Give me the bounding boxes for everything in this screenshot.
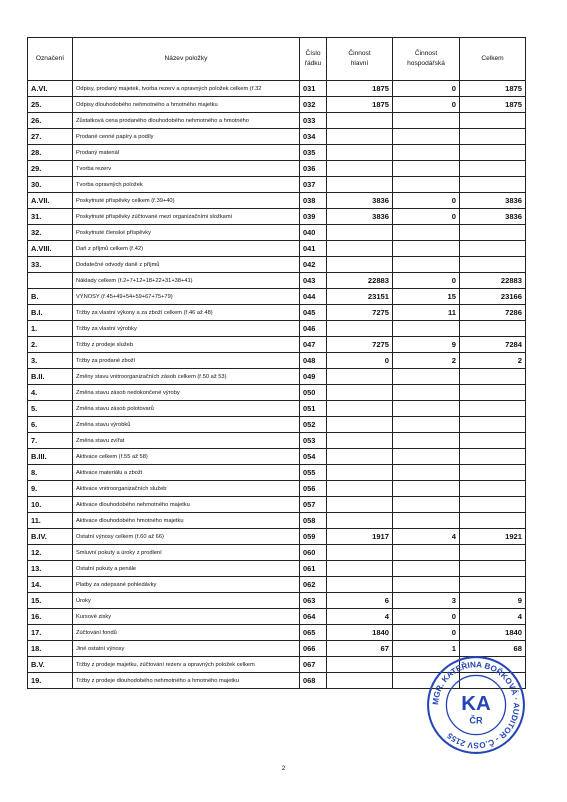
cell-row: 052	[300, 417, 327, 433]
cell-econ	[393, 129, 460, 145]
cell-main	[327, 465, 393, 481]
cell-row: 044	[300, 289, 327, 305]
cell-main: 6	[327, 593, 393, 609]
cell-econ: 9	[393, 337, 460, 353]
cell-econ	[393, 513, 460, 529]
cell-code: B.IV.	[28, 529, 73, 545]
header-name: Název položky	[73, 38, 300, 81]
table-row	[28, 113, 526, 129]
cell-econ: 11	[393, 305, 460, 321]
stamp-ring-text: MGR. KATEŘINA BOŘKOVÁ · AUDITOR - Č.OSV 2155	[431, 660, 521, 750]
table-row	[28, 465, 526, 481]
table-row	[28, 481, 526, 497]
cell-name: Ostatní pokuty a penále	[73, 561, 300, 577]
table-row	[28, 161, 526, 177]
table-row	[28, 401, 526, 417]
cell-econ	[393, 113, 460, 129]
cell-name: Jiné ostatní výnosy	[73, 641, 300, 657]
cell-main: 3836	[327, 193, 393, 209]
cell-main: 3836	[327, 209, 393, 225]
cell-name: Zůstatková cena prodaného dlouhodobého nehmotného a hmotného	[73, 113, 300, 129]
cell-econ	[393, 225, 460, 241]
cell-total	[460, 321, 526, 337]
cell-row: 042	[300, 257, 327, 273]
cell-total: 23166	[460, 289, 526, 305]
table-row	[28, 433, 526, 449]
cell-main: 22883	[327, 273, 393, 289]
cell-name: Kursové zisky	[73, 609, 300, 625]
cell-name: Tvorba opravných položek	[73, 177, 300, 193]
cell-code: 15.	[28, 593, 73, 609]
cell-row: 060	[300, 545, 327, 561]
cell-total	[460, 401, 526, 417]
table-row	[28, 241, 526, 257]
cell-main	[327, 481, 393, 497]
cell-econ: 0	[393, 625, 460, 641]
cell-total	[460, 561, 526, 577]
cell-row: 058	[300, 513, 327, 529]
cell-total: 7286	[460, 305, 526, 321]
cell-main	[327, 161, 393, 177]
table-row	[28, 593, 526, 609]
cell-total: 3836	[460, 209, 526, 225]
cell-row: 040	[300, 225, 327, 241]
table-body	[28, 81, 526, 689]
cell-code: B.II.	[28, 369, 73, 385]
cell-total	[460, 481, 526, 497]
cell-code: 3.	[28, 353, 73, 369]
table-row	[28, 273, 526, 289]
cell-name: Tržby za prodané zboží	[73, 353, 300, 369]
cell-main	[327, 577, 393, 593]
cell-row: 047	[300, 337, 327, 353]
cell-econ: 1	[393, 641, 460, 657]
cell-name: Poskytnuté příspěvky zúčtované mezi organizačními složkami	[73, 209, 300, 225]
cell-main: 1875	[327, 97, 393, 113]
cell-code: 9.	[28, 481, 73, 497]
table-row	[28, 337, 526, 353]
cell-name: Změna stavu výrobků	[73, 417, 300, 433]
header-code: Označení	[28, 38, 73, 81]
cell-row: 050	[300, 385, 327, 401]
cell-row: 043	[300, 273, 327, 289]
cell-code: B.V.	[28, 657, 73, 673]
table-row	[28, 513, 526, 529]
cell-name: Daň z příjmů celkem (ř.42)	[73, 241, 300, 257]
cell-code	[28, 273, 73, 289]
header-total: Celkem	[460, 38, 526, 81]
cell-name: Aktivace dlouhodobého hmotného majetku	[73, 513, 300, 529]
cell-econ: 4	[393, 529, 460, 545]
cell-code: 31.	[28, 209, 73, 225]
cell-main	[327, 177, 393, 193]
cell-total: 9	[460, 593, 526, 609]
table-header-row	[28, 38, 526, 81]
cell-econ	[393, 497, 460, 513]
cell-total	[460, 465, 526, 481]
cell-main	[327, 145, 393, 161]
cell-name: Aktivace materiálu a zboží	[73, 465, 300, 481]
cell-code: 8.	[28, 465, 73, 481]
page-number: 2	[281, 765, 286, 772]
cell-econ	[393, 241, 460, 257]
cell-row: 036	[300, 161, 327, 177]
cell-total	[460, 145, 526, 161]
cell-econ	[393, 449, 460, 465]
cell-econ: 0	[393, 97, 460, 113]
cell-code: 13.	[28, 561, 73, 577]
cell-main	[327, 369, 393, 385]
cell-main: 1840	[327, 625, 393, 641]
cell-total	[460, 257, 526, 273]
cell-row: 048	[300, 353, 327, 369]
cell-econ	[393, 161, 460, 177]
cell-econ: 0	[393, 609, 460, 625]
stamp-logo-text: KA	[461, 693, 491, 716]
cell-name: Poskytnuté členské příspěvky	[73, 225, 300, 241]
cell-main: 1875	[327, 81, 393, 97]
table-row	[28, 385, 526, 401]
cell-name: Aktivace celkem (ř.55 až 58)	[73, 449, 300, 465]
cell-name: Odpisy, prodaný majetek, tvorba rezerv a opravných položek celkem (ř.32	[73, 81, 300, 97]
cell-econ: 0	[393, 193, 460, 209]
table-row	[28, 177, 526, 193]
cell-code: 19.	[28, 673, 73, 689]
cell-name: Úroky	[73, 593, 300, 609]
cell-main	[327, 449, 393, 465]
cell-code: 4.	[28, 385, 73, 401]
cell-name: Odpisy dlouhodobého nehmotného a hmotného majetku	[73, 97, 300, 113]
income-statement-table	[27, 37, 526, 689]
cell-total: 1840	[460, 625, 526, 641]
cell-row: 055	[300, 465, 327, 481]
cell-name: Změna stavu zásob polotovarů	[73, 401, 300, 417]
cell-name: Změna stavu zvířat	[73, 433, 300, 449]
header-main-activity: Činnost hlavní	[327, 38, 393, 81]
cell-name: Zúčtování fondů	[73, 625, 300, 641]
cell-main: 23151	[327, 289, 393, 305]
cell-row: 059	[300, 529, 327, 545]
cell-total: 1921	[460, 529, 526, 545]
table-row	[28, 609, 526, 625]
cell-name: Tržby za vlastní výkony a za zboží celkem (ř.46 až 48)	[73, 305, 300, 321]
cell-code: 16.	[28, 609, 73, 625]
cell-main	[327, 113, 393, 129]
cell-econ	[393, 577, 460, 593]
cell-total	[460, 449, 526, 465]
table-row	[28, 561, 526, 577]
cell-main	[327, 545, 393, 561]
table-row	[28, 353, 526, 369]
cell-econ	[393, 385, 460, 401]
cell-name: Ostatní výnosy celkem (ř.60 až 66)	[73, 529, 300, 545]
cell-row: 056	[300, 481, 327, 497]
cell-name: Tvorba rezerv	[73, 161, 300, 177]
cell-econ	[393, 481, 460, 497]
cell-row: 035	[300, 145, 327, 161]
header-economic-activity: Činnost hospodářská	[393, 38, 460, 81]
table-row	[28, 289, 526, 305]
header-row-number: Číslo řádku	[300, 38, 327, 81]
cell-main	[327, 129, 393, 145]
cell-row: 064	[300, 609, 327, 625]
cell-row: 067	[300, 657, 327, 673]
table-row	[28, 129, 526, 145]
cell-name: Změny stavu vnitroorganizačních zásob celkem (ř.50 až 53)	[73, 369, 300, 385]
cell-code: 12.	[28, 545, 73, 561]
cell-code: A.VI.	[28, 81, 73, 97]
table-row	[28, 625, 526, 641]
table-row	[28, 81, 526, 97]
cell-name: Poskytnuté příspěvky celkem (ř.39+40)	[73, 193, 300, 209]
cell-main	[327, 497, 393, 513]
cell-row: 063	[300, 593, 327, 609]
cell-code: 29.	[28, 161, 73, 177]
cell-main	[327, 225, 393, 241]
cell-row: 061	[300, 561, 327, 577]
cell-code: 14.	[28, 577, 73, 593]
cell-econ	[393, 321, 460, 337]
cell-name: Změna stavu zásob nedokončené výroby	[73, 385, 300, 401]
table-row	[28, 225, 526, 241]
cell-econ	[393, 433, 460, 449]
cell-name: VÝNOSY (ř.45+49+54+59+67+75+79)	[73, 289, 300, 305]
cell-name: Platby za odepsané pohledávky	[73, 577, 300, 593]
cell-row: 068	[300, 673, 327, 689]
cell-row: 041	[300, 241, 327, 257]
cell-code: 27.	[28, 129, 73, 145]
cell-main	[327, 321, 393, 337]
cell-name: Náklady celkem (ř.2+7+12+18+22+31+38+41)	[73, 273, 300, 289]
cell-total: 68	[460, 641, 526, 657]
cell-main	[327, 257, 393, 273]
cell-row: 045	[300, 305, 327, 321]
cell-econ: 0	[393, 273, 460, 289]
cell-econ	[393, 545, 460, 561]
cell-row: 062	[300, 577, 327, 593]
cell-total	[460, 577, 526, 593]
cell-code: B.III.	[28, 449, 73, 465]
cell-total	[460, 513, 526, 529]
cell-total: 4	[460, 609, 526, 625]
cell-code: A.VII.	[28, 193, 73, 209]
table-row	[28, 369, 526, 385]
cell-main	[327, 433, 393, 449]
cell-econ: 15	[393, 289, 460, 305]
cell-total	[460, 161, 526, 177]
table-row	[28, 545, 526, 561]
table-row	[28, 193, 526, 209]
cell-row: 054	[300, 449, 327, 465]
table-row	[28, 97, 526, 113]
cell-name: Aktivace vnitroorganizačních služeb	[73, 481, 300, 497]
cell-main	[327, 513, 393, 529]
cell-code: 17.	[28, 625, 73, 641]
cell-main: 0	[327, 353, 393, 369]
cell-econ	[393, 401, 460, 417]
cell-total: 1875	[460, 81, 526, 97]
cell-total	[460, 497, 526, 513]
cell-name: Prodané cenné papíry a podíly	[73, 129, 300, 145]
cell-total: 3836	[460, 193, 526, 209]
cell-code: 26.	[28, 113, 73, 129]
cell-row: 038	[300, 193, 327, 209]
cell-econ	[393, 465, 460, 481]
cell-total	[460, 369, 526, 385]
cell-main	[327, 561, 393, 577]
cell-name: Aktivace dlouhodobého nehmotného majetku	[73, 497, 300, 513]
cell-name: Tržby za vlastní výrobky	[73, 321, 300, 337]
table-row	[28, 209, 526, 225]
stamp-logo-sub: ČR	[469, 715, 483, 726]
cell-code: 7.	[28, 433, 73, 449]
cell-row: 032	[300, 97, 327, 113]
table-row	[28, 449, 526, 465]
cell-main: 7275	[327, 337, 393, 353]
cell-code: B.I.	[28, 305, 73, 321]
table-row	[28, 417, 526, 433]
cell-row: 049	[300, 369, 327, 385]
table-row	[28, 497, 526, 513]
cell-total	[460, 545, 526, 561]
cell-main	[327, 385, 393, 401]
cell-row: 046	[300, 321, 327, 337]
cell-econ: 0	[393, 209, 460, 225]
cell-econ	[393, 177, 460, 193]
cell-code: 18.	[28, 641, 73, 657]
cell-econ	[393, 561, 460, 577]
table-row	[28, 305, 526, 321]
cell-total	[460, 241, 526, 257]
cell-name: Prodaný materiál	[73, 145, 300, 161]
table-row	[28, 145, 526, 161]
cell-total: 2	[460, 353, 526, 369]
auditor-stamp	[425, 654, 527, 756]
cell-total	[460, 225, 526, 241]
cell-total	[460, 113, 526, 129]
cell-code: 32.	[28, 225, 73, 241]
cell-total: 7284	[460, 337, 526, 353]
cell-main	[327, 417, 393, 433]
cell-name: Tržby z prodeje dlouhodobého nehmotného a hmotného majetku	[73, 673, 300, 689]
table-row	[28, 577, 526, 593]
cell-row: 051	[300, 401, 327, 417]
cell-main: 67	[327, 641, 393, 657]
cell-code: 30.	[28, 177, 73, 193]
cell-econ	[393, 417, 460, 433]
cell-total	[460, 433, 526, 449]
cell-name: Smluvní pokuty a úroky z prodlení	[73, 545, 300, 561]
cell-code: 25.	[28, 97, 73, 113]
cell-main: 7275	[327, 305, 393, 321]
cell-name: Tržby z prodeje majetku, zúčtování rezerv a opravných položek celkem	[73, 657, 300, 673]
cell-main: 1917	[327, 529, 393, 545]
cell-econ	[393, 257, 460, 273]
cell-row: 039	[300, 209, 327, 225]
cell-total: 22883	[460, 273, 526, 289]
cell-econ: 3	[393, 593, 460, 609]
cell-code: 33.	[28, 257, 73, 273]
cell-main	[327, 401, 393, 417]
cell-code: 1.	[28, 321, 73, 337]
cell-code: 2.	[28, 337, 73, 353]
table-row	[28, 529, 526, 545]
cell-code: A.VIII.	[28, 241, 73, 257]
cell-row: 033	[300, 113, 327, 129]
cell-row: 057	[300, 497, 327, 513]
cell-main	[327, 657, 393, 673]
cell-main	[327, 241, 393, 257]
table-row	[28, 321, 526, 337]
cell-code: 10.	[28, 497, 73, 513]
cell-name: Tržby z prodeje služeb	[73, 337, 300, 353]
cell-main	[327, 673, 393, 689]
cell-code: B.	[28, 289, 73, 305]
cell-row: 066	[300, 641, 327, 657]
cell-econ	[393, 369, 460, 385]
cell-code: 28.	[28, 145, 73, 161]
table-row	[28, 257, 526, 273]
cell-total	[460, 417, 526, 433]
cell-total	[460, 129, 526, 145]
cell-row: 065	[300, 625, 327, 641]
cell-code: 11.	[28, 513, 73, 529]
cell-row: 034	[300, 129, 327, 145]
cell-main: 4	[327, 609, 393, 625]
cell-code: 6.	[28, 417, 73, 433]
cell-econ: 0	[393, 81, 460, 97]
cell-econ	[393, 145, 460, 161]
cell-row: 053	[300, 433, 327, 449]
cell-row: 031	[300, 81, 327, 97]
cell-name: Dodatečné odvody daně z příjmů	[73, 257, 300, 273]
cell-total	[460, 385, 526, 401]
cell-total	[460, 177, 526, 193]
cell-econ: 2	[393, 353, 460, 369]
cell-row: 037	[300, 177, 327, 193]
cell-code: 5.	[28, 401, 73, 417]
cell-total: 1875	[460, 97, 526, 113]
